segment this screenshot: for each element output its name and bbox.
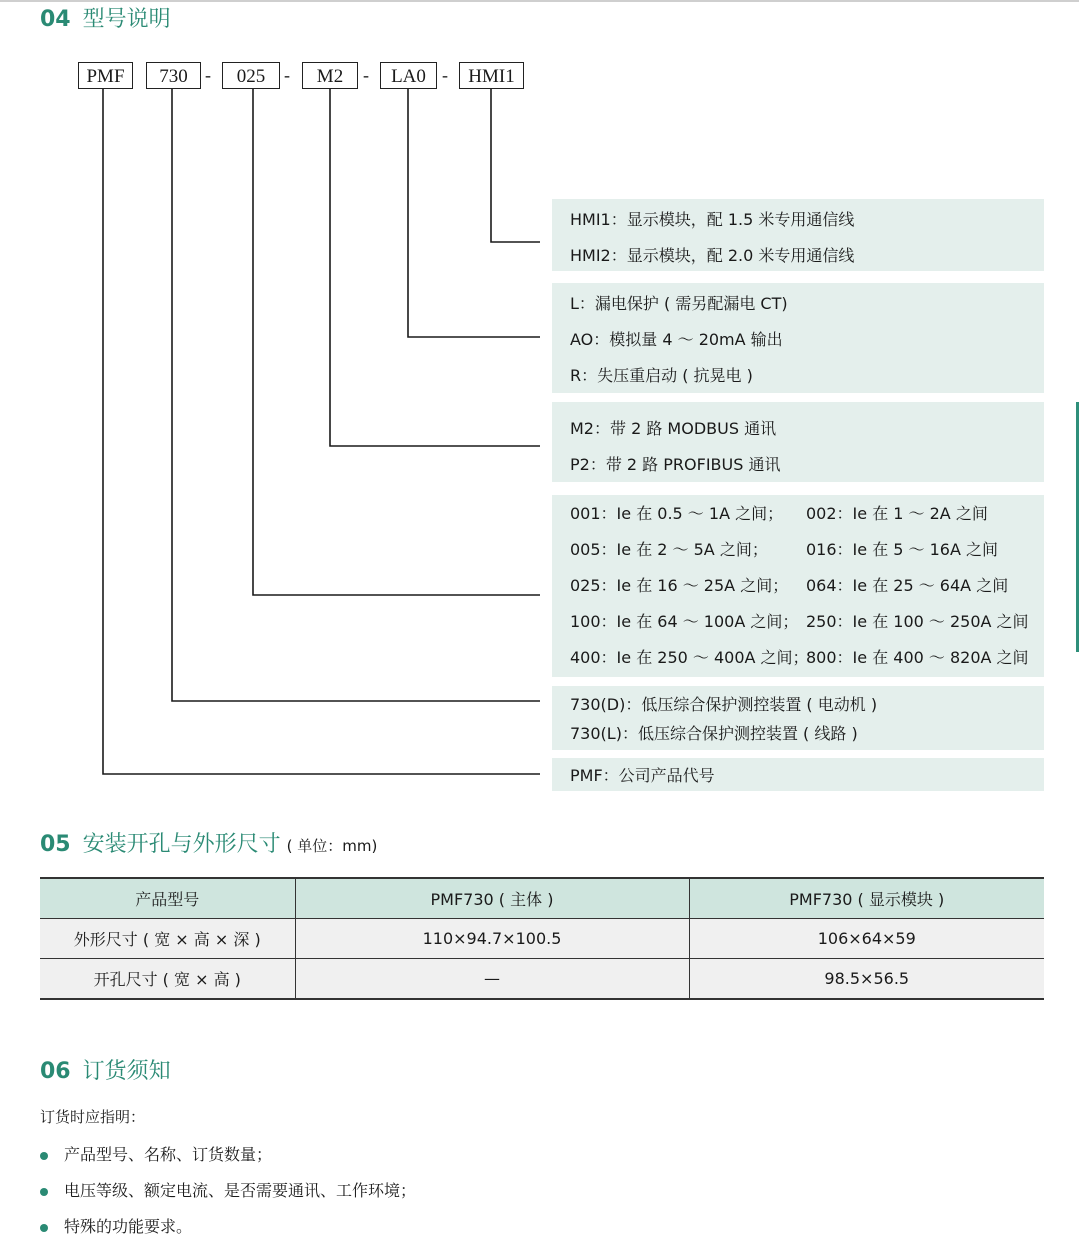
panel-comm [552, 402, 1044, 482]
panel-type [552, 686, 1044, 750]
order-intro: 订货时应指明： [40, 1108, 146, 1126]
code-part-pmf: PMF [78, 62, 133, 89]
code-part-m2: M2 [302, 62, 358, 89]
connector-type [172, 89, 540, 701]
code-part-025: 025 [222, 62, 280, 89]
table-cell: 外形尺寸 ( 宽 × 高 × 深 ) [40, 919, 295, 959]
table-cell: 106×64×59 [689, 919, 1044, 959]
table-header-row [40, 878, 1044, 919]
panel-line: 001：Ie 在 0.5 ～ 1A 之间； [570, 504, 784, 523]
panel-company [552, 758, 1044, 791]
section-04-title: 型号说明 [82, 7, 171, 32]
bullet-dot-icon [40, 1224, 48, 1232]
bullet-dot-icon [40, 1188, 48, 1196]
connector-comm [330, 89, 540, 446]
panel-line: P2：带 2 路 PROFIBUS 通讯 [570, 455, 781, 474]
connector-current [253, 89, 540, 595]
order-item-text: 产品型号、名称、订货数量； [64, 1145, 273, 1164]
code-dash: - [205, 65, 211, 85]
code-dash: - [363, 65, 369, 85]
panel-line: M2：带 2 路 MODBUS 通讯 [570, 419, 777, 438]
panel-line: 800：Ie 在 400 ～ 820A 之间 [806, 648, 1029, 667]
panel-line: HMI2：显示模块，配 2.0 米专用通信线 [570, 246, 855, 265]
panel-line: PMF：公司产品代号 [570, 766, 715, 785]
bullet-dot-icon [40, 1152, 48, 1160]
order-item-text: 特殊的功能要求。 [64, 1217, 193, 1236]
section-05-heading [40, 827, 377, 858]
panel-line: L：漏电保护 ( 需另配漏电 CT) [570, 294, 788, 313]
code-part-hmi1: HMI1 [459, 62, 524, 89]
panel-hmi [552, 199, 1044, 271]
table-cell: 110×94.7×100.5 [295, 919, 689, 959]
panel-line: 100：Ie 在 64 ～ 100A 之间； [570, 612, 799, 631]
panel-line: 005：Ie 在 2 ～ 5A 之间； [570, 540, 768, 559]
panel-line: AO：模拟量 4 ～ 20mA 输出 [570, 330, 783, 349]
section-06-number: 06 [40, 1059, 71, 1084]
table-row [40, 959, 1044, 1000]
panel-options [552, 283, 1044, 393]
connector-options [408, 89, 540, 337]
table-header-cell: 产品型号 [40, 878, 295, 919]
code-dash: - [442, 65, 448, 85]
panel-line: 002：Ie 在 1 ～ 2A 之间 [806, 504, 988, 523]
table-row [40, 919, 1044, 959]
panel-current [552, 495, 1044, 677]
table-cell: — [295, 959, 689, 1000]
order-item [40, 1214, 192, 1237]
dimension-table [40, 877, 1044, 1000]
code-part-730: 730 [146, 62, 201, 89]
panel-line: 025：Ie 在 16 ～ 25A 之间； [570, 576, 789, 595]
panel-line: 730(D)：低压综合保护测控装置 ( 电动机 ) [570, 695, 878, 714]
section-06-heading [40, 1054, 171, 1085]
panel-line: 250：Ie 在 100 ～ 250A 之间 [806, 612, 1029, 631]
table-header-cell: PMF730 ( 主体 ) [295, 878, 689, 919]
table-cell: 开孔尺寸 ( 宽 × 高 ) [40, 959, 295, 1000]
panel-line: 016：Ie 在 5 ～ 16A 之间 [806, 540, 999, 559]
panel-line: 400：Ie 在 250 ～ 400A 之间； [570, 648, 809, 667]
section-06-title: 订货须知 [82, 1059, 171, 1084]
code-part-la0: LA0 [380, 62, 437, 89]
section-04-number: 04 [40, 7, 71, 32]
panel-line: R：失压重启动 ( 抗晃电 ) [570, 366, 753, 385]
panel-line: 730(L)：低压综合保护测控装置 ( 线路 ) [570, 724, 858, 743]
code-dash: - [284, 65, 290, 85]
connector-hmi [491, 89, 540, 242]
panel-line: 064：Ie 在 25 ～ 64A 之间 [806, 576, 1009, 595]
connector-company [103, 89, 540, 774]
section-05-unit: ( 单位：mm) [286, 837, 378, 855]
table-header-cell: PMF730 ( 显示模块 ) [689, 878, 1044, 919]
order-item [40, 1142, 272, 1165]
order-item [40, 1178, 416, 1201]
section-05-number: 05 [40, 832, 71, 857]
table-cell: 98.5×56.5 [689, 959, 1044, 1000]
panel-line: HMI1：显示模块，配 1.5 米专用通信线 [570, 210, 855, 229]
section-05-title: 安装开孔与外形尺寸 [82, 832, 281, 857]
order-item-text: 电压等级、额定电流、是否需要通讯、工作环境； [64, 1181, 417, 1200]
